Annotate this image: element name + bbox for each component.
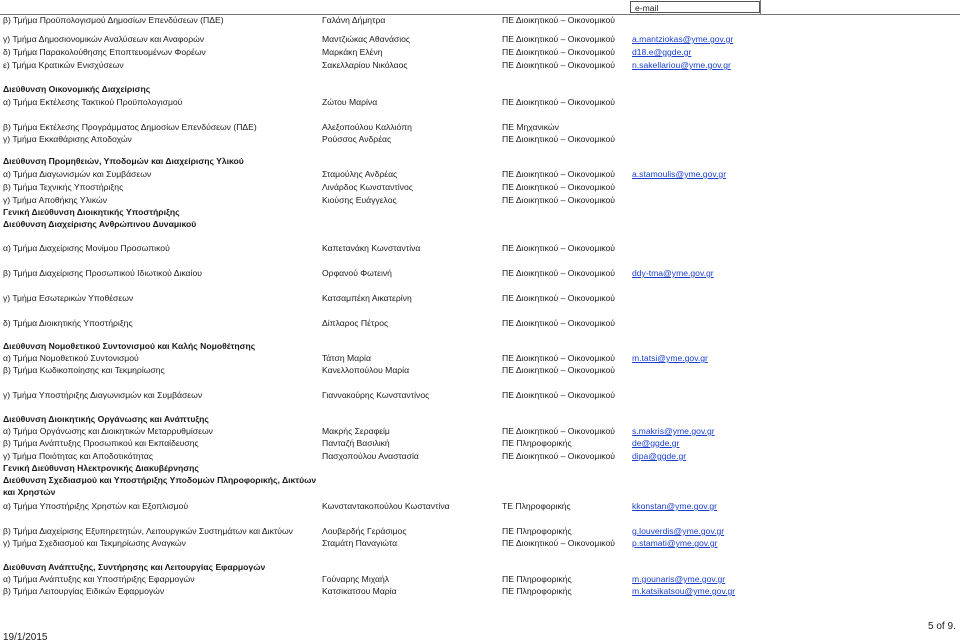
person-cell: Μαρκάκη Ελένη [322,47,383,57]
person-cell: Σταμάτη Παναγιώτα [322,538,398,548]
email-cell[interactable]: ddy-tma@yme.gov.gr [632,268,714,278]
unit-cell: α) Τμήμα Εκτέλεσης Τακτικού Προϋπολογισμού [3,97,183,107]
unit-cell: Διεύθυνση Διαχείρισης Ανθρώπινου Δυναμικού [3,219,197,229]
unit-cell: Διεύθυνση Οικονομικής Διαχείρισης [3,84,151,94]
person-cell: Ζώτου Μαρίνα [322,97,378,107]
branch-cell: ΠΕ Διοικητικού – Οικονομικού [502,182,615,192]
unit-cell: γ) Τμήμα Αποθήκης Υλικών [3,195,108,205]
person-cell: Λουβερδής Γεράσιμος [322,526,407,536]
branch-cell: ΠΕ Διοικητικού – Οικονομικού [502,268,615,278]
branch-cell: ΠΕ Διοικητικού – Οικονομικού [502,538,615,548]
branch-cell: ΠΕ Διοικητικού – Οικονομικού [502,243,615,253]
branch-cell: ΠΕ Διοικητικού – Οικονομικού [502,293,615,303]
branch-cell: ΠΕ Διοικητικού – Οικονομικού [502,318,615,328]
person-cell: Κιούσης Ευάγγελος [322,195,397,205]
unit-cell: δ) Τμήμα Διοικητικής Υποστήριξης [3,318,133,328]
branch-cell: ΠΕ Διοικητικού – Οικονομικού [502,34,615,44]
person-cell: Κωνσταντακοπούλου Κωσταντίνα [322,501,450,511]
unit-cell: γ) Τμήμα Εσωτερικών Υποθέσεων [3,293,134,303]
person-cell: Κατσαμπέκη Αικατερίνη [322,293,412,303]
email-cell[interactable]: d18.e@ggde.gr [632,47,692,57]
unit-cell: γ) Τμήμα Δημοσιονομικών Αναλύσεων και Αναφορών [3,34,205,44]
unit-cell: β) Τμήμα Τεχνικής Υποστήριξης [3,182,124,192]
branch-cell: ΠΕ Πληροφορικής [502,586,572,596]
unit-cell: β) Τμήμα Διαχείρισης Προσωπικού Ιδιωτικού Δικαίου [3,268,202,278]
unit-cell: β) Τμήμα Προϋπολογισμού Δημοσίων Επενδύσεων (ΠΔΕ) [3,15,224,25]
person-cell: Γαλάνη Δήμητρα [322,15,386,25]
unit-cell: Γενική Διεύθυνση Ηλεκτρονικής Διακυβέρνησης [3,463,199,473]
email-cell[interactable]: m.tatsi@yme.gov.gr [632,353,708,363]
branch-cell: ΠΕ Διοικητικού – Οικονομικού [502,47,615,57]
unit-cell: α) Τμήμα Υποστήριξης Χρηστών και Εξοπλισμού [3,501,189,511]
unit-cell: β) Τμήμα Κωδικοποίησης και Τεκμηρίωσης [3,365,165,375]
unit-cell: β) Τμήμα Εκτέλεσης Προγράμματος Δημοσίων Επενδύσεων (ΠΔΕ) [3,122,257,132]
person-cell: Σακελλαρίου Νικόλαος [322,60,408,70]
page-number: 5 of 9. [928,621,956,632]
branch-cell: ΠΕ Διοικητικού – Οικονομικού [502,195,615,205]
unit-cell: β) Τμήμα Λειτουργίας Ειδικών Εφαρμογών [3,586,165,596]
person-cell: Καπετανάκη Κωνσταντίνα [322,243,421,253]
branch-cell: ΠΕ Πληροφορικής [502,574,572,584]
person-cell: Γούναρης Μιχαήλ [322,574,390,584]
email-cell[interactable]: de@ggde.gr [632,438,680,448]
email-cell[interactable]: m.katsikatsou@yme.gov.gr [632,586,736,596]
branch-cell: ΠΕ Πληροφορικής [502,526,572,536]
unit-cell: α) Τμήμα Νομοθετικού Συντονισμού [3,353,139,363]
unit-cell: Διεύθυνση Προμηθειών, Υποδομών και Διαχείρισης Υλικού [3,156,244,166]
person-cell: Πανταζή Βασιλική [322,438,390,448]
unit-cell: Διεύθυνση Νομοθετικού Συντονισμού και Καλής Νομοθέτησης [3,341,256,351]
email-cell[interactable]: m.gounaris@yme.gov.gr [632,574,726,584]
person-cell: Μαντζιώκας Αθανάσιος [322,34,411,44]
person-cell: Τάτση Μαρία [322,353,371,363]
unit-cell: γ) Τμήμα Εκκαθάρισης Αποδοχών [3,134,132,144]
unit-cell: δ) Τμήμα Παρακολούθησης Εποπτευομένων Φορέων [3,47,206,57]
email-cell[interactable]: kkonstan@yme.gov.gr [632,501,717,511]
header-column-divider [760,0,761,14]
unit-cell: γ) Τμήμα Υποστήριξης Διαγωνισμών και Συμβάσεων [3,390,203,400]
unit-cell: και Χρηστών [3,487,56,497]
unit-cell: ε) Τμήμα Κρατικών Ενισχύσεων [3,60,124,70]
unit-cell: Διεύθυνση Ανάπτυξης, Συντήρησης και Λειτουργίας Εφαρμογών [3,562,266,572]
branch-cell: ΠΕ Μηχανικών [502,122,559,132]
unit-cell: γ) Τμήμα Σχεδιασμού και Τεκμηρίωσης Αναγκών [3,538,186,548]
person-cell: Αλεξοπούλου Καλλιόπη [322,122,412,132]
person-cell: Ρούσσος Ανδρέας [322,134,392,144]
person-cell: Ορφανού Φωτεινή [322,268,392,278]
unit-cell: Διεύθυνση Διοικητικής Οργάνωσης και Ανάπτυξης [3,414,209,424]
branch-cell: ΠΕ Διοικητικού – Οικονομικού [502,134,615,144]
branch-cell: ΠΕ Διοικητικού – Οικονομικού [502,365,615,375]
email-cell[interactable]: p.stamati@yme.gov.gr [632,538,718,548]
person-cell: Λινάρδος Κωνσταντίνος [322,182,413,192]
email-cell[interactable]: a.stamoulis@yme.gov.gr [632,169,727,179]
unit-cell: β) Τμήμα Διαχείρισης Εξυπηρετητών, Λειτουργικών Συστημάτων και Δικτύων [3,526,293,536]
branch-cell: ΠΕ Διοικητικού – Οικονομικού [502,169,615,179]
unit-cell: Διεύθυνση Σχεδιασμού και Υποστήριξης Υποδομών Πληροφορικής, Δικτύων [3,475,317,485]
person-cell: Πασχοπούλου Αναστασία [322,451,419,461]
email-column-header: e-mail [630,1,760,13]
branch-cell: ΠΕ Διοικητικού – Οικονομικού [502,353,615,363]
branch-cell: ΤΕ Πληροφορικής [502,501,571,511]
branch-cell: ΠΕ Διοικητικού – Οικονομικού [502,390,615,400]
footer-date: 19/1/2015 [3,632,48,643]
branch-cell: ΠΕ Διοικητικού – Οικονομικού [502,426,615,436]
person-cell: Κανελλοπούλου Μαρία [322,365,410,375]
unit-cell: α) Τμήμα Οργάνωσης και Διοικητικών Μεταρρυθμίσεων [3,426,213,436]
unit-cell: α) Τμήμα Διαγωνισμών και Συμβάσεων [3,169,152,179]
person-cell: Σταμούλης Ανδρέας [322,169,398,179]
email-cell[interactable]: n.sakellariou@yme.gov.gr [632,60,731,70]
email-cell[interactable]: s.makris@yme.gov.gr [632,426,715,436]
email-cell[interactable]: g.louverdis@yme.gov.gr [632,526,725,536]
branch-cell: ΠΕ Διοικητικού – Οικονομικού [502,60,615,70]
person-cell: Γιανναкούρης Κωνσταντίνος [322,390,430,400]
email-cell[interactable]: dipa@ggde.gr [632,451,687,461]
person-cell: Μακρής Σεραφείμ [322,426,390,436]
branch-cell: ΠΕ Διοικητικού – Οικονομικού [502,15,615,25]
branch-cell: ΠΕ Διοικητικού – Οικονομικού [502,451,615,461]
person-cell: Κατσικατσου Μαρία [322,586,397,596]
branch-cell: ΠΕ Διοικητικού – Οικονομικού [502,97,615,107]
unit-cell: β) Τμήμα Ανάπτυξης Προσωπικού και Εκπαίδευσης [3,438,199,448]
unit-cell: α) Τμήμα Διαχείρισης Μονίμου Προσωπικού [3,243,170,253]
unit-cell: α) Τμήμα Ανάπτυξης και Υποστήριξης Εφαρμογών [3,574,195,584]
unit-cell: γ) Τμήμα Ποιότητας και Αποδοτικότητας [3,451,153,461]
email-cell[interactable]: a.mantziokas@yme.gov.gr [632,34,734,44]
person-cell: Δίπλαρος Πέτρος [322,318,389,328]
unit-cell: Γενική Διεύθυνση Διοικητικής Υποστήριξης [3,207,180,217]
branch-cell: ΠΕ Πληροφορικής [502,438,572,448]
